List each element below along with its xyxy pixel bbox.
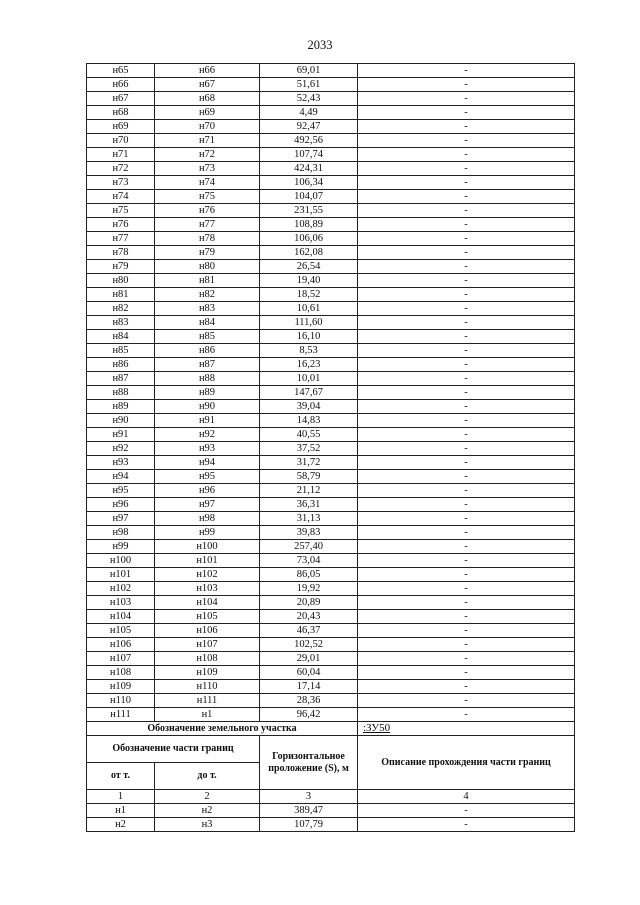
length-cell: 106,06 xyxy=(260,232,358,246)
from-point-cell: н94 xyxy=(87,470,155,484)
to-point-cell: н105 xyxy=(155,610,260,624)
description-cell: - xyxy=(358,204,575,218)
description-cell: - xyxy=(358,176,575,190)
table-row xyxy=(87,302,575,316)
to-point-cell: н67 xyxy=(155,78,260,92)
table-row xyxy=(87,358,575,372)
description-cell: - xyxy=(358,526,575,540)
table-row xyxy=(87,442,575,456)
table-row xyxy=(87,78,575,92)
to-point-cell: н107 xyxy=(155,638,260,652)
description-cell: - xyxy=(358,302,575,316)
from-point-cell: н96 xyxy=(87,498,155,512)
to-point-cell: н69 xyxy=(155,106,260,120)
length-cell: 29,01 xyxy=(260,652,358,666)
description-cell: - xyxy=(358,78,575,92)
to-point-cell: н111 xyxy=(155,694,260,708)
description-cell: - xyxy=(358,106,575,120)
to-point-cell: н92 xyxy=(155,428,260,442)
description-cell: - xyxy=(358,568,575,582)
parcel-value: :ЗУ50 xyxy=(358,722,575,736)
table-row xyxy=(87,694,575,708)
to-point-cell: н86 xyxy=(155,344,260,358)
to-point-cell: н1 xyxy=(155,708,260,722)
header-desc: Описание прохождения части границ xyxy=(358,736,575,790)
length-cell: 111,60 xyxy=(260,316,358,330)
length-cell: 19,40 xyxy=(260,274,358,288)
description-cell: - xyxy=(358,316,575,330)
table-row xyxy=(87,176,575,190)
length-cell: 104,07 xyxy=(260,190,358,204)
from-point-cell: н87 xyxy=(87,372,155,386)
description-cell: - xyxy=(358,624,575,638)
col-number-4: 4 xyxy=(358,790,575,804)
from-point-cell: н93 xyxy=(87,456,155,470)
boundary-table xyxy=(86,63,575,832)
description-cell: - xyxy=(358,344,575,358)
description-cell: - xyxy=(358,540,575,554)
table-row xyxy=(87,666,575,680)
description-cell: - xyxy=(358,162,575,176)
description-cell: - xyxy=(358,708,575,722)
description-cell: - xyxy=(358,246,575,260)
from-point-cell: н90 xyxy=(87,414,155,428)
description-cell: - xyxy=(358,610,575,624)
from-point-cell: н83 xyxy=(87,316,155,330)
to-point-cell: н101 xyxy=(155,554,260,568)
to-point-cell: н71 xyxy=(155,134,260,148)
length-cell: 96,42 xyxy=(260,708,358,722)
from-point-cell: н85 xyxy=(87,344,155,358)
from-point-cell: н110 xyxy=(87,694,155,708)
description-cell: - xyxy=(358,596,575,610)
from-point-cell: н71 xyxy=(87,148,155,162)
from-point-cell: н1 xyxy=(87,804,155,818)
from-point-cell: н95 xyxy=(87,484,155,498)
from-point-cell: н108 xyxy=(87,666,155,680)
table-row xyxy=(87,204,575,218)
length-cell: 162,08 xyxy=(260,246,358,260)
header-row-1 xyxy=(87,736,575,763)
parcel-label: Обозначение земельного участка xyxy=(87,722,358,736)
table-row xyxy=(87,818,575,832)
length-cell: 108,89 xyxy=(260,218,358,232)
from-point-cell: н2 xyxy=(87,818,155,832)
description-cell: - xyxy=(358,190,575,204)
from-point-cell: н76 xyxy=(87,218,155,232)
column-number-row xyxy=(87,790,575,804)
length-cell: 424,31 xyxy=(260,162,358,176)
length-cell: 26,54 xyxy=(260,260,358,274)
description-cell: - xyxy=(358,582,575,596)
table-row xyxy=(87,610,575,624)
description-cell: - xyxy=(358,470,575,484)
length-cell: 8,53 xyxy=(260,344,358,358)
length-cell: 10,61 xyxy=(260,302,358,316)
length-cell: 37,52 xyxy=(260,442,358,456)
header-length: Горизонтальное проложение (S), м xyxy=(260,736,358,790)
from-point-cell: н75 xyxy=(87,204,155,218)
description-cell: - xyxy=(358,818,575,832)
length-cell: 39,04 xyxy=(260,400,358,414)
length-cell: 107,74 xyxy=(260,148,358,162)
length-cell: 14,83 xyxy=(260,414,358,428)
description-cell: - xyxy=(358,638,575,652)
length-cell: 36,31 xyxy=(260,498,358,512)
to-point-cell: н85 xyxy=(155,330,260,344)
length-cell: 17,14 xyxy=(260,680,358,694)
to-point-cell: н108 xyxy=(155,652,260,666)
table-row xyxy=(87,638,575,652)
from-point-cell: н65 xyxy=(87,64,155,78)
from-point-cell: н79 xyxy=(87,260,155,274)
from-point-cell: н66 xyxy=(87,78,155,92)
table-row xyxy=(87,246,575,260)
table-row xyxy=(87,568,575,582)
to-point-cell: н66 xyxy=(155,64,260,78)
description-cell: - xyxy=(358,386,575,400)
description-cell: - xyxy=(358,498,575,512)
description-cell: - xyxy=(358,804,575,818)
table-row xyxy=(87,540,575,554)
from-point-cell: н101 xyxy=(87,568,155,582)
table-row xyxy=(87,680,575,694)
to-point-cell: н79 xyxy=(155,246,260,260)
table-row xyxy=(87,288,575,302)
from-point-cell: н67 xyxy=(87,92,155,106)
table-row xyxy=(87,372,575,386)
to-point-cell: н2 xyxy=(155,804,260,818)
from-point-cell: н77 xyxy=(87,232,155,246)
description-cell: - xyxy=(358,456,575,470)
length-cell: 52,43 xyxy=(260,92,358,106)
table-row xyxy=(87,344,575,358)
description-cell: - xyxy=(358,134,575,148)
table-row xyxy=(87,554,575,568)
length-cell: 20,89 xyxy=(260,596,358,610)
length-cell: 147,67 xyxy=(260,386,358,400)
description-cell: - xyxy=(358,330,575,344)
length-cell: 389,47 xyxy=(260,804,358,818)
description-cell: - xyxy=(358,288,575,302)
from-point-cell: н68 xyxy=(87,106,155,120)
to-point-cell: н91 xyxy=(155,414,260,428)
to-point-cell: н76 xyxy=(155,204,260,218)
length-cell: 51,61 xyxy=(260,78,358,92)
to-point-cell: н110 xyxy=(155,680,260,694)
description-cell: - xyxy=(358,148,575,162)
to-point-cell: н102 xyxy=(155,568,260,582)
table-row xyxy=(87,218,575,232)
to-point-cell: н93 xyxy=(155,442,260,456)
description-cell: - xyxy=(358,218,575,232)
table-row xyxy=(87,148,575,162)
from-point-cell: н81 xyxy=(87,288,155,302)
length-cell: 107,79 xyxy=(260,818,358,832)
col-number-1: 1 xyxy=(87,790,155,804)
table-row xyxy=(87,120,575,134)
to-point-cell: н94 xyxy=(155,456,260,470)
table-row xyxy=(87,414,575,428)
from-point-cell: н80 xyxy=(87,274,155,288)
to-point-cell: н103 xyxy=(155,582,260,596)
description-cell: - xyxy=(358,666,575,680)
from-point-cell: н82 xyxy=(87,302,155,316)
from-point-cell: н88 xyxy=(87,386,155,400)
length-cell: 69,01 xyxy=(260,64,358,78)
length-cell: 92,47 xyxy=(260,120,358,134)
col-number-2: 2 xyxy=(155,790,260,804)
from-point-cell: н69 xyxy=(87,120,155,134)
from-point-cell: н70 xyxy=(87,134,155,148)
to-point-cell: н100 xyxy=(155,540,260,554)
table-row xyxy=(87,134,575,148)
to-point-cell: н72 xyxy=(155,148,260,162)
to-point-cell: н109 xyxy=(155,666,260,680)
to-point-cell: н96 xyxy=(155,484,260,498)
length-cell: 257,40 xyxy=(260,540,358,554)
description-cell: - xyxy=(358,260,575,274)
from-point-cell: н111 xyxy=(87,708,155,722)
length-cell: 10,01 xyxy=(260,372,358,386)
length-cell: 106,34 xyxy=(260,176,358,190)
from-point-cell: н73 xyxy=(87,176,155,190)
table-row xyxy=(87,456,575,470)
from-point-cell: н105 xyxy=(87,624,155,638)
length-cell: 19,92 xyxy=(260,582,358,596)
to-point-cell: н73 xyxy=(155,162,260,176)
description-cell: - xyxy=(358,120,575,134)
table-row xyxy=(87,330,575,344)
length-cell: 86,05 xyxy=(260,568,358,582)
description-cell: - xyxy=(358,92,575,106)
table-row xyxy=(87,498,575,512)
to-point-cell: н99 xyxy=(155,526,260,540)
table-row xyxy=(87,106,575,120)
length-cell: 73,04 xyxy=(260,554,358,568)
from-point-cell: н103 xyxy=(87,596,155,610)
length-cell: 46,37 xyxy=(260,624,358,638)
to-point-cell: н97 xyxy=(155,498,260,512)
to-point-cell: н95 xyxy=(155,470,260,484)
from-point-cell: н89 xyxy=(87,400,155,414)
from-point-cell: н99 xyxy=(87,540,155,554)
table-row xyxy=(87,804,575,818)
length-cell: 31,13 xyxy=(260,512,358,526)
from-point-cell: н86 xyxy=(87,358,155,372)
description-cell: - xyxy=(358,484,575,498)
length-cell: 58,79 xyxy=(260,470,358,484)
table-row xyxy=(87,624,575,638)
from-point-cell: н100 xyxy=(87,554,155,568)
to-point-cell: н87 xyxy=(155,358,260,372)
table-row xyxy=(87,652,575,666)
length-cell: 231,55 xyxy=(260,204,358,218)
table-row xyxy=(87,274,575,288)
length-cell: 60,04 xyxy=(260,666,358,680)
to-point-cell: н89 xyxy=(155,386,260,400)
table-row xyxy=(87,582,575,596)
description-cell: - xyxy=(358,358,575,372)
length-cell: 20,43 xyxy=(260,610,358,624)
length-cell: 40,55 xyxy=(260,428,358,442)
header-part: Обозначение части границ xyxy=(87,736,260,763)
page-number: 2033 xyxy=(307,38,333,52)
from-point-cell: н91 xyxy=(87,428,155,442)
description-cell: - xyxy=(358,414,575,428)
table-row xyxy=(87,92,575,106)
to-point-cell: н90 xyxy=(155,400,260,414)
table-row xyxy=(87,190,575,204)
from-point-cell: н109 xyxy=(87,680,155,694)
length-cell: 21,12 xyxy=(260,484,358,498)
to-point-cell: н78 xyxy=(155,232,260,246)
to-point-cell: н83 xyxy=(155,302,260,316)
to-point-cell: н68 xyxy=(155,92,260,106)
table-row xyxy=(87,64,575,78)
table-row xyxy=(87,708,575,722)
to-point-cell: н80 xyxy=(155,260,260,274)
description-cell: - xyxy=(358,428,575,442)
description-cell: - xyxy=(358,232,575,246)
length-cell: 16,10 xyxy=(260,330,358,344)
to-point-cell: н88 xyxy=(155,372,260,386)
table-row xyxy=(87,470,575,484)
table-row xyxy=(87,400,575,414)
table-row xyxy=(87,386,575,400)
to-point-cell: н82 xyxy=(155,288,260,302)
length-cell: 31,72 xyxy=(260,456,358,470)
description-cell: - xyxy=(358,372,575,386)
col-number-3: 3 xyxy=(260,790,358,804)
length-cell: 102,52 xyxy=(260,638,358,652)
from-point-cell: н104 xyxy=(87,610,155,624)
to-point-cell: н77 xyxy=(155,218,260,232)
table-row xyxy=(87,162,575,176)
table-row xyxy=(87,260,575,274)
from-point-cell: н72 xyxy=(87,162,155,176)
from-point-cell: н78 xyxy=(87,246,155,260)
from-point-cell: н84 xyxy=(87,330,155,344)
header-to: до т. xyxy=(155,763,260,790)
to-point-cell: н70 xyxy=(155,120,260,134)
length-cell: 18,52 xyxy=(260,288,358,302)
table-row xyxy=(87,484,575,498)
description-cell: - xyxy=(358,400,575,414)
description-cell: - xyxy=(358,64,575,78)
from-point-cell: н106 xyxy=(87,638,155,652)
table-row xyxy=(87,316,575,330)
to-point-cell: н106 xyxy=(155,624,260,638)
description-cell: - xyxy=(358,554,575,568)
header-from: от т. xyxy=(87,763,155,790)
from-point-cell: н98 xyxy=(87,526,155,540)
to-point-cell: н74 xyxy=(155,176,260,190)
to-point-cell: н75 xyxy=(155,190,260,204)
length-cell: 16,23 xyxy=(260,358,358,372)
to-point-cell: н98 xyxy=(155,512,260,526)
to-point-cell: н3 xyxy=(155,818,260,832)
from-point-cell: н107 xyxy=(87,652,155,666)
description-cell: - xyxy=(358,274,575,288)
table-row xyxy=(87,428,575,442)
length-cell: 28,36 xyxy=(260,694,358,708)
table-row xyxy=(87,596,575,610)
to-point-cell: н104 xyxy=(155,596,260,610)
table-row xyxy=(87,512,575,526)
description-cell: - xyxy=(358,512,575,526)
length-cell: 492,56 xyxy=(260,134,358,148)
description-cell: - xyxy=(358,652,575,666)
length-cell: 4,49 xyxy=(260,106,358,120)
description-cell: - xyxy=(358,694,575,708)
from-point-cell: н92 xyxy=(87,442,155,456)
parcel-row xyxy=(87,722,575,736)
table-row xyxy=(87,232,575,246)
from-point-cell: н97 xyxy=(87,512,155,526)
description-cell: - xyxy=(358,680,575,694)
to-point-cell: н84 xyxy=(155,316,260,330)
from-point-cell: н74 xyxy=(87,190,155,204)
table-row xyxy=(87,526,575,540)
from-point-cell: н102 xyxy=(87,582,155,596)
to-point-cell: н81 xyxy=(155,274,260,288)
description-cell: - xyxy=(358,442,575,456)
length-cell: 39,83 xyxy=(260,526,358,540)
